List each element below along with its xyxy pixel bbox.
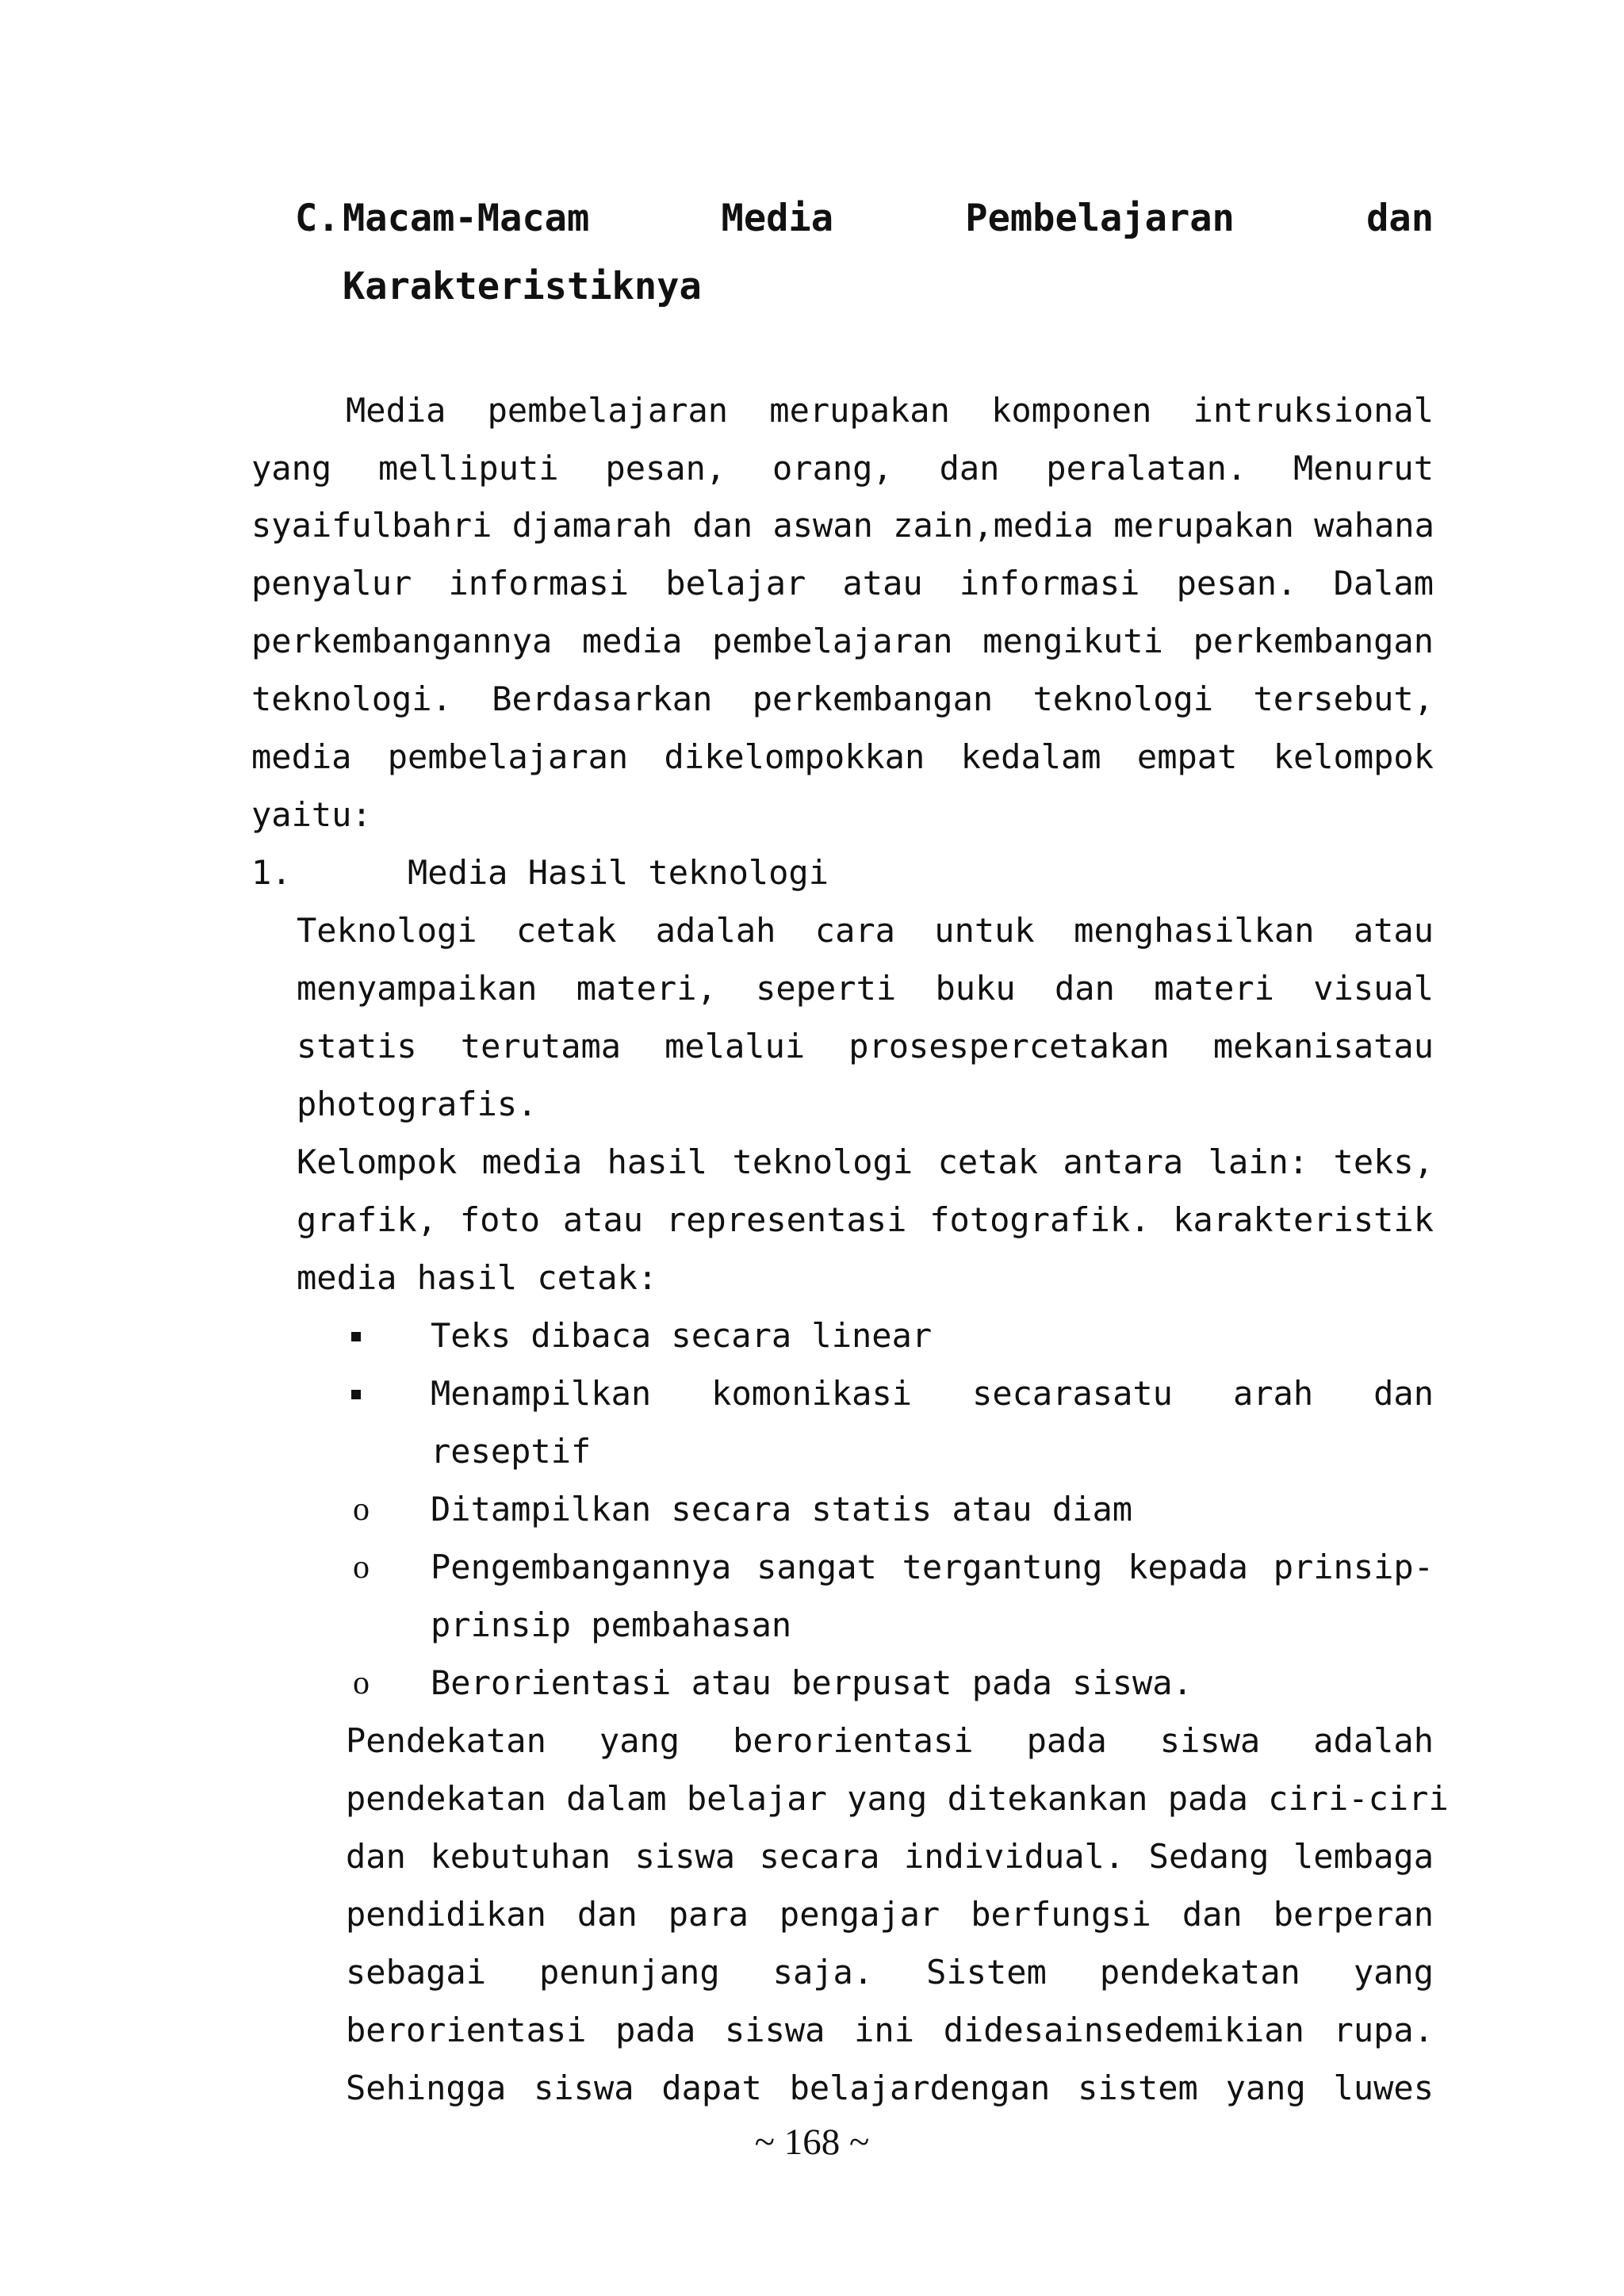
para3-line-5: sebagai penunjang saja. Sistem pendekatan yang: [346, 1953, 1434, 1992]
para1-line-1: Teknologi cetak adalah cara untuk menghasilkan atau: [297, 911, 1434, 950]
section-label: C.: [295, 197, 340, 240]
para2-line-2: grafik, foto atau representasi fotografik. karakteristik: [297, 1200, 1434, 1239]
bullet-item-4-line-1: Pengembangannya sangat tergantung kepada prinsip-: [431, 1548, 1434, 1586]
intro-line-3: syaifulbahri djamarah dan aswan zain,media merupakan wahana: [251, 506, 1434, 545]
item-title: Media Hasil teknologi: [408, 853, 829, 892]
para3-line-7: Sehingga siswa dapat belajardengan sistem yang luwes: [346, 2068, 1434, 2107]
section-title-line-2: Karakteristiknya: [343, 265, 702, 308]
para3-line-4: pendidikan dan para pengajar berfungsi dan berperan: [346, 1895, 1434, 1934]
intro-line-2: yang melliputi pesan, orang, dan peralatan. Menurut: [251, 449, 1434, 488]
bullet-item-3: Ditampilkan secara statis atau diam: [431, 1490, 1133, 1529]
para1-line-4: photografis.: [297, 1085, 538, 1123]
para3-line-2: pendekatan dalam belajar yang ditekankan pada ciri-ciri: [346, 1779, 1449, 1818]
bullet-item-2-line-1: Menampilkan komonikasi secarasatu arah dan: [431, 1374, 1434, 1413]
circle-bullet-marker: o: [353, 1491, 370, 1528]
intro-line-1: Media pembelajaran merupakan komponen intruksional: [346, 391, 1434, 430]
square-bullet-marker: [351, 1370, 361, 1418]
page-number: ~ 168 ~: [754, 2122, 870, 2163]
square-bullet-icon: [351, 1390, 361, 1399]
para1-line-2: menyampaikan materi, seperti buku dan materi visual: [297, 969, 1434, 1008]
square-bullet-icon: [351, 1332, 361, 1341]
item-number: 1.: [251, 853, 292, 892]
para1-line-3: statis terutama melalui prosespercetakan mekanisatau: [297, 1027, 1434, 1066]
para3-line-3: dan kebutuhan siswa secara individual. Sedang lembaga: [346, 1837, 1434, 1876]
para2-line-1: Kelompok media hasil teknologi cetak antara lain: teks,: [297, 1142, 1434, 1181]
square-bullet-marker: [351, 1312, 361, 1360]
para3-line-6: berorientasi pada siswa ini didesainsedemikian rupa.: [346, 2011, 1434, 2049]
intro-line-4: penyalur informasi belajar atau informasi pesan. Dalam: [251, 564, 1434, 603]
bullet-item-5: Berorientasi atau berpusat pada siswa.: [431, 1663, 1193, 1702]
intro-line-6: teknologi. Berdasarkan perkembangan teknologi tersebut,: [251, 679, 1434, 718]
intro-line-8: yaitu:: [251, 795, 372, 834]
intro-line-7: media pembelajaran dikelompokkan kedalam empat kelompok: [251, 737, 1434, 776]
para2-line-3: media hasil cetak:: [297, 1258, 658, 1297]
section-title-line-1: Macam-Macam Media Pembelajaran dan: [343, 197, 1434, 240]
bullet-item-2-line-2: reseptif: [431, 1432, 592, 1471]
circle-bullet-marker: o: [353, 1665, 370, 1701]
bullet-item-1: Teks dibaca secara linear: [431, 1316, 933, 1355]
para3-line-1: Pendekatan yang berorientasi pada siswa adalah: [346, 1721, 1434, 1760]
bullet-item-4-line-2: prinsip pembahasan: [431, 1605, 792, 1644]
intro-line-5: perkembangannya media pembelajaran mengikuti perkembangan: [251, 622, 1434, 660]
circle-bullet-marker: o: [353, 1549, 370, 1586]
